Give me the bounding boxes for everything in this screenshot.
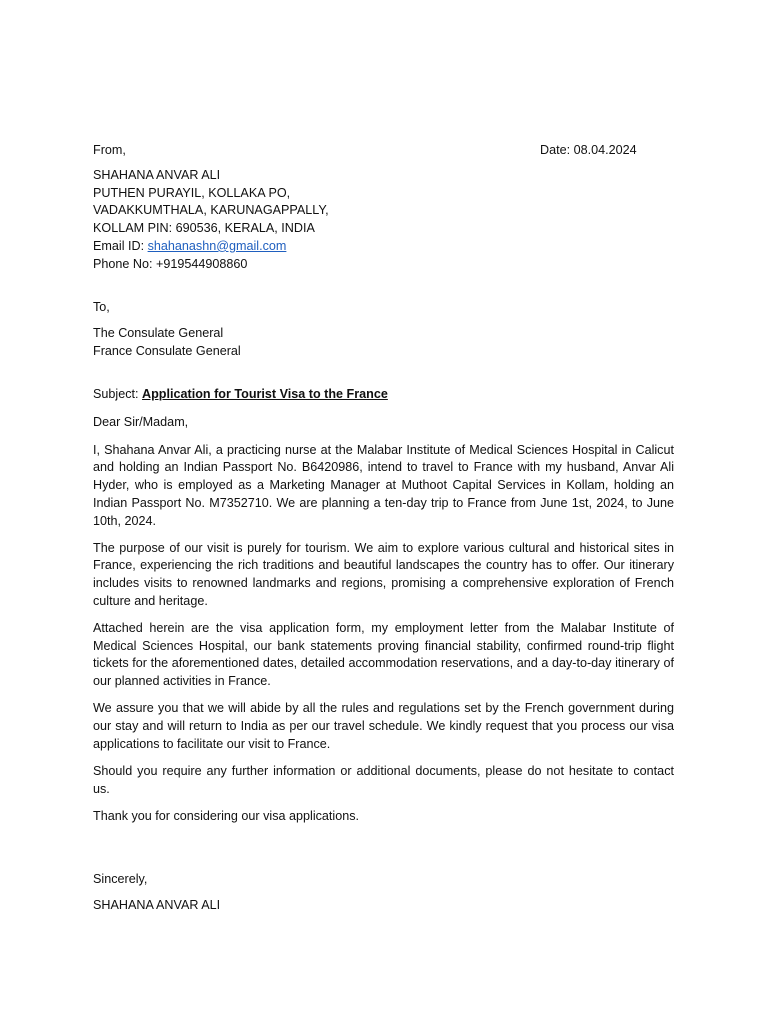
sender-address-line: KOLLAM PIN: 690536, KERALA, INDIA <box>93 221 315 236</box>
recipient-line: France Consulate General <box>93 343 241 358</box>
letter-page <box>93 141 674 915</box>
email-link[interactable]: shahanashn@gmail.com <box>147 238 287 253</box>
sender-address-line: PUTHEN PURAYIL, KOLLAKA PO, <box>93 185 291 200</box>
from-label: From, <box>93 143 126 157</box>
sender-block <box>93 167 674 273</box>
sender-name: SHAHANA ANVAR ALI <box>93 168 221 182</box>
sender-address-line: VADAKKUMTHALA, KARUNAGAPPALLY, <box>93 203 329 218</box>
body-paragraph: We assure you that we will abide by all the rules and regulations set by the French government during our stay and will return to India as per our travel schedule. We kindly request that you process our visa applications to facilitate our visit to France. <box>93 701 674 751</box>
recipient-line: The Consulate General <box>93 325 224 340</box>
sender-phone: Phone No: +919544908860 <box>93 256 248 271</box>
subject-title: Application for Tourist Visa to the France <box>142 387 388 402</box>
body-paragraph: Should you require any further information or additional documents, please do not hesitate to contact us. <box>93 763 674 796</box>
subject-label: Subject: <box>93 387 143 402</box>
body-paragraph: The purpose of our visit is purely for tourism. We aim to explore various cultural and historical sites in France, experiencing the rich traditions and beautiful landscapes the country has to offer. Our itinerary includes visits to renowned landmarks and regions, promising a comprehensive exploration of French culture and heritage. <box>93 540 674 608</box>
greeting: Dear Sir/Madam, <box>93 415 189 430</box>
letter-header <box>93 141 674 159</box>
body-paragraph: I, Shahana Anvar Ali, a practicing nurse at the Malabar Institute of Medical Sciences Hospital in Calicut and holding an Indian Passport No. B6420986, intend to travel to France with my husband, Anvar Ali Hyder, who is employed as a Marketing Manager at Muthoot Capital Services in Kollam, holding an Indian Passport No. M7352710. We are planning a ten-day trip to France from June 1st, 2024, to June 10th, 2024. <box>93 442 674 528</box>
sender-email-row <box>93 238 674 256</box>
valediction: Sincerely, <box>93 872 148 887</box>
letter-date: Date: 08.04.2024 <box>540 143 637 157</box>
to-label: To, <box>93 300 110 315</box>
recipient-block <box>93 325 674 360</box>
body-paragraph: Thank you for considering our visa applications. <box>93 808 360 823</box>
body-paragraph: Attached herein are the visa application form, my employment letter from the Malabar Institute of Medical Sciences Hospital, our bank statements proving financial stability, confirmed round-trip flight tickets for the aforementioned dates, detailed accommodation reservations, and a day-to-day itinerary of our planned activities in France. <box>93 621 674 689</box>
email-label: Email ID: <box>93 238 148 253</box>
subject-line <box>93 386 674 404</box>
letter-body <box>93 442 674 826</box>
signature-name: SHAHANA ANVAR ALI <box>93 897 221 912</box>
